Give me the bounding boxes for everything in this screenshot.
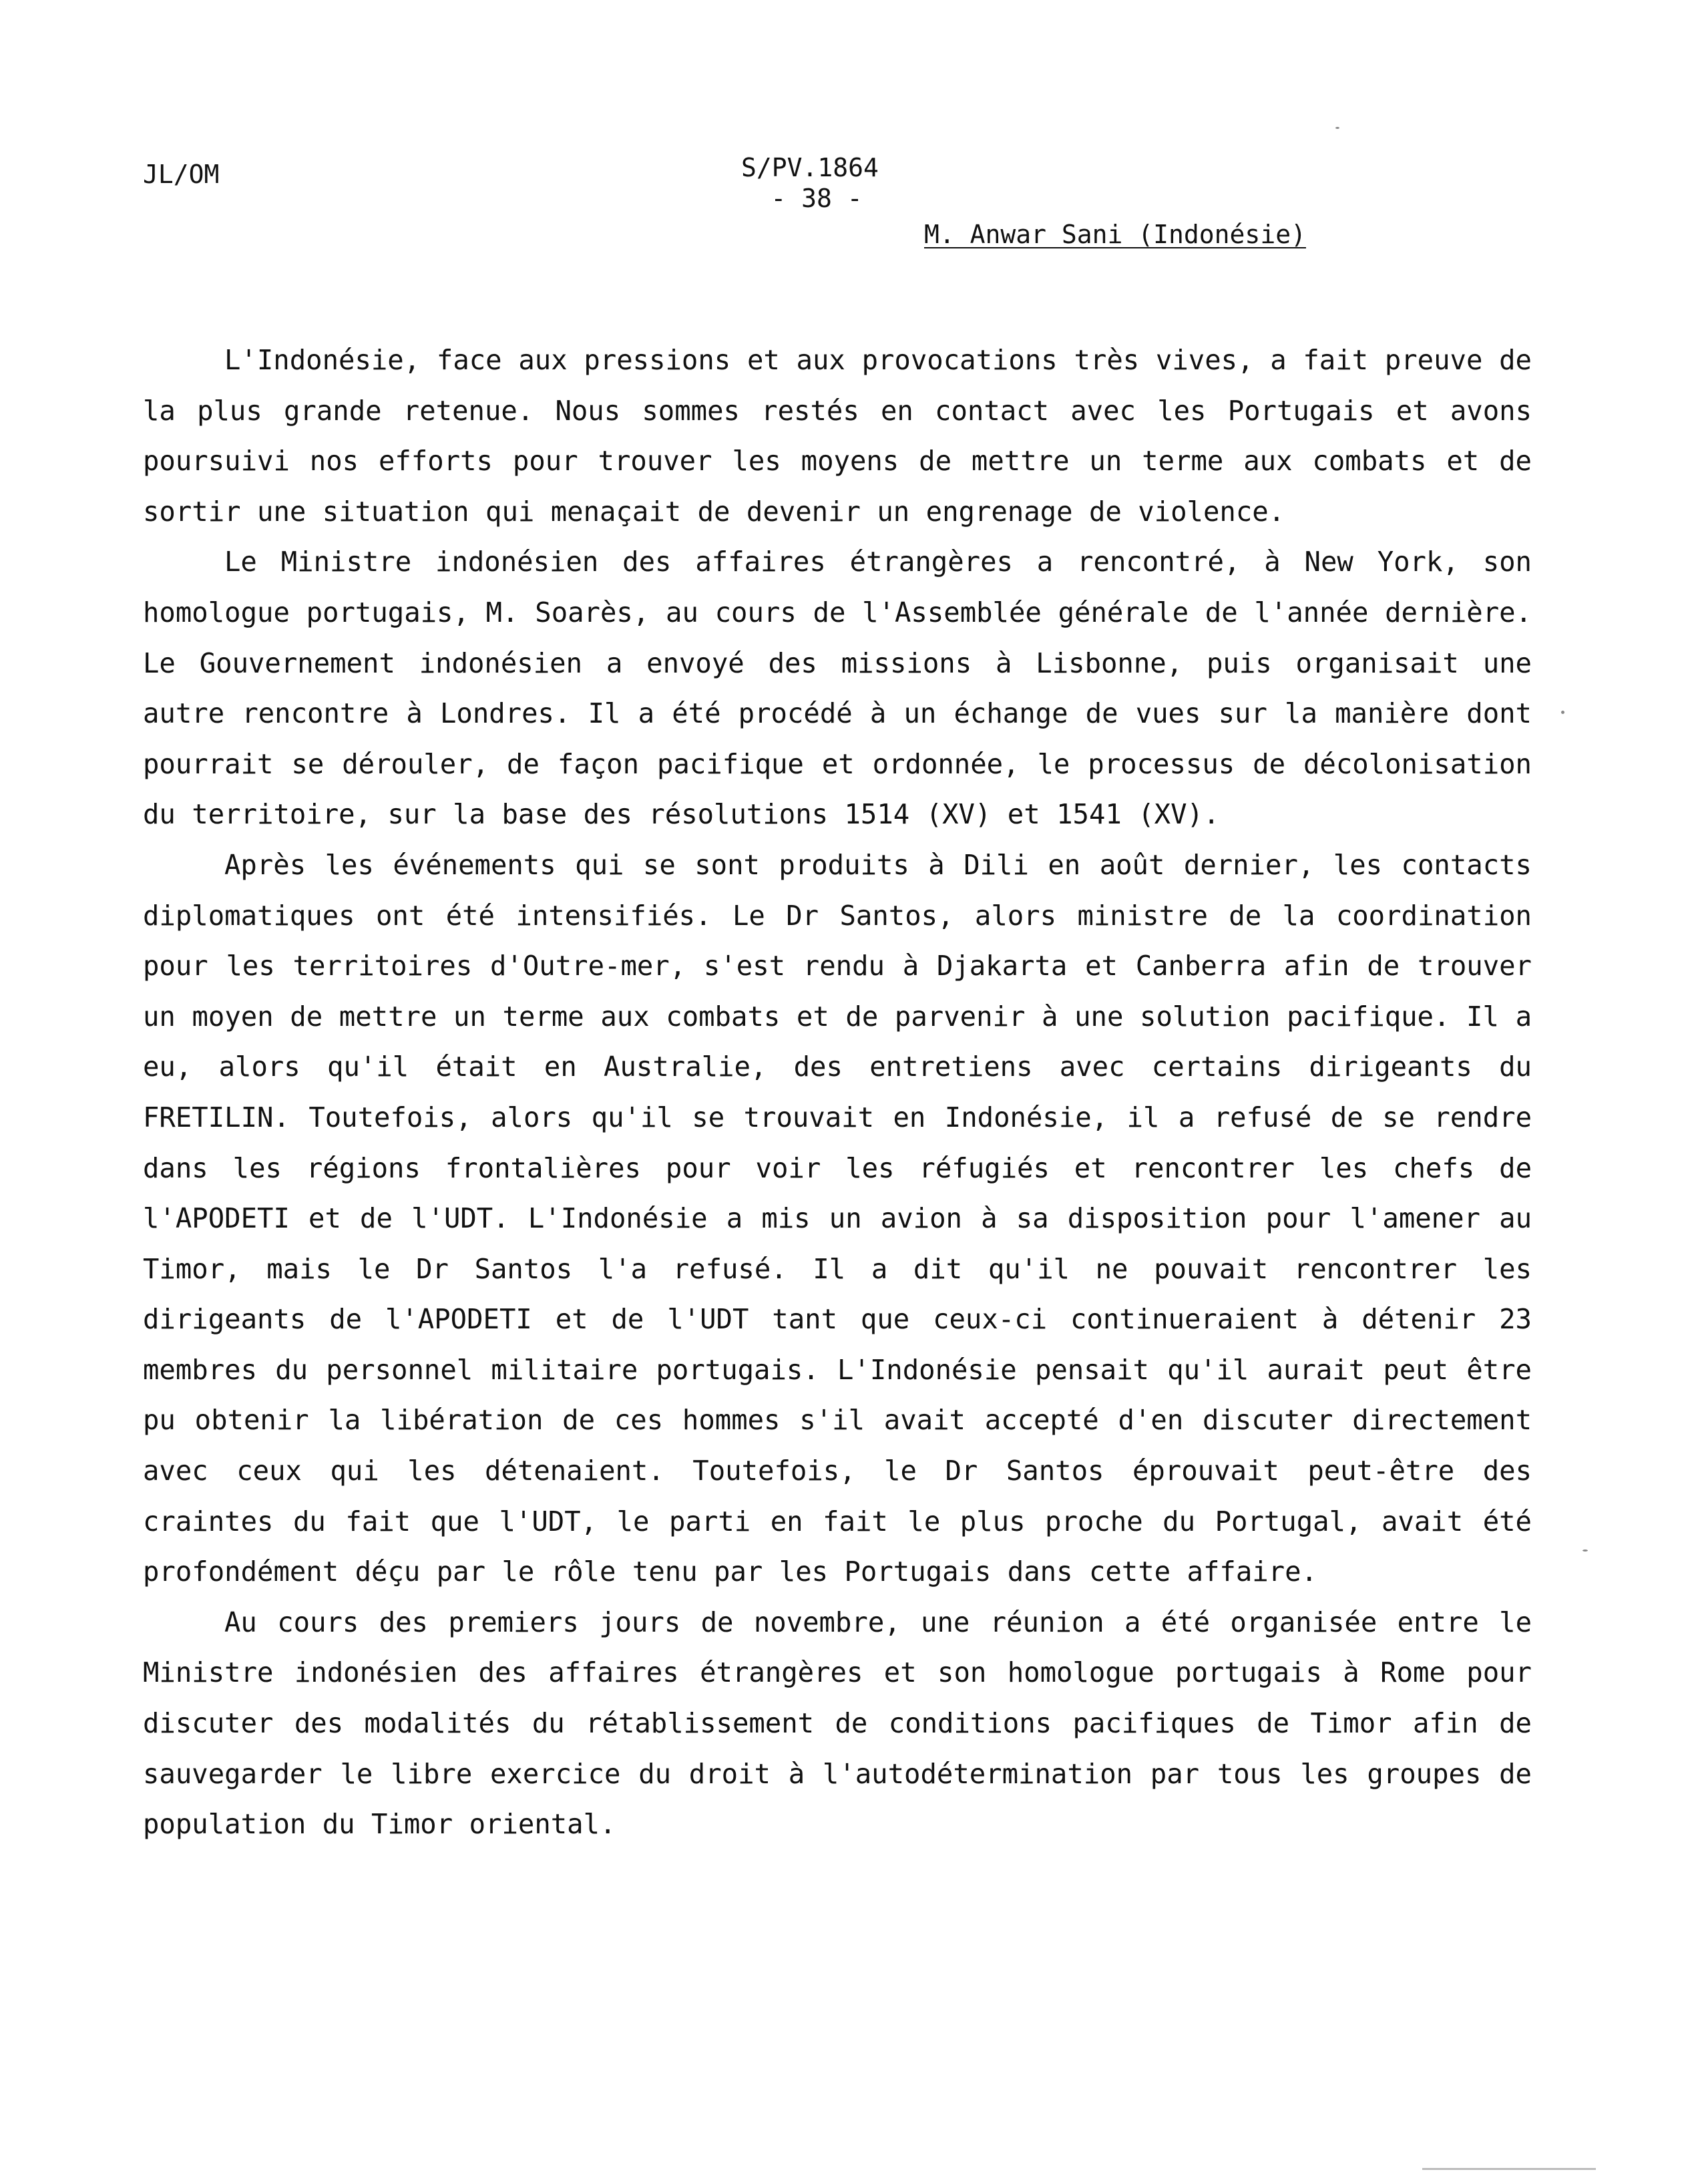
paragraph-1: L'Indonésie, face aux pressions et aux provocations très vives, a fait preuve de la plus grande retenue. Nous sommes restés en contact avec les Portugais et avons poursuivi nos efforts pour trouver les moyens de mettre un terme aux combats et de sortir une situation qui menaçait de devenir un engrenage de violence. [143, 344, 1532, 528]
page-number: - 38 - [771, 184, 863, 213]
paragraph-3: Après les événements qui se sont produits à Dili en août dernier, les contacts diplomatiques ont été intensifiés. Le Dr Santos, alors ministre de la coordination pour les territoires d'Outre-mer, s'est rendu à Djakarta et Canberra afin de trouver un moyen de mettre un terme aux combats et de parvenir à une solution pacifique. Il a eu, alors qu'il était en Australie, des entretiens avec certains dirigeants du FRETILIN. Toutefois, alors qu'il se trouvait en Indonésie, il a refusé de se rendre dans les régions frontalières pour voir les réfugiés et rencontrer les chefs de l'APODETI et de l'UDT. L'Indonésie a mis un avion à sa disposition pour l'amener au Timor, mais le Dr Santos l'a refusé. Il a dit qu'il ne pouvait rencontrer les dirigeants de l'APODETI et de l'UDT tant que ceux-ci continueraient à détenir 23 membres du personnel militaire portugais. L'Indonésie pensait qu'il aurait peut être pu obtenir la libération de ces hommes s'il avait accepté d'en discuter directement avec ceux qui les détenaient. Toutefois, le Dr Santos éprouvait peut-être des craintes du fait que l'UDT, le parti en fait le plus proche du Portugal, avait été profondément déçu par le rôle tenu par les Portugais dans cette affaire. [143, 848, 1532, 1588]
paragraph-2: Le Ministre indonésien des affaires étrangères a rencontré, à New York, son homologue portugais, M. Soarès, au cours de l'Assemblée générale de l'année dernière. Le Gouvernement indonésien a envoyé des missions à Lisbonne, puis organisait une autre rencontre à Londres. Il a été procédé à un échange de vues sur la manière dont pourrait se dérouler, de façon pacifique et ordonnée, le processus de décolonisation du territoire, sur la base des résolutions 1514 (XV) et 1541 (XV). [143, 546, 1532, 831]
document-header [741, 152, 879, 214]
scan-speck [1422, 2168, 1596, 2170]
reference-code: JL/OM [143, 160, 220, 189]
speech-body [143, 335, 1532, 1850]
scan-speck [1561, 711, 1564, 714]
scan-speck [1335, 127, 1339, 129]
scan-speck [1582, 1550, 1588, 1552]
document-symbol: S/PV.1864 [741, 153, 879, 182]
speaker-name: M. Anwar Sani (Indonésie) [924, 220, 1306, 249]
paragraph-4: Au cours des premiers jours de novembre, une réunion a été organisée entre le Ministre indonésien des affaires étrangères et son homologue portugais à Rome pour discuter des modalités du rétablissement de conditions pacifiques de Timor afin de sauvegarder le libre exercice du droit à l'autodétermination par tous les groupes de population du Timor oriental. [143, 1606, 1532, 1841]
